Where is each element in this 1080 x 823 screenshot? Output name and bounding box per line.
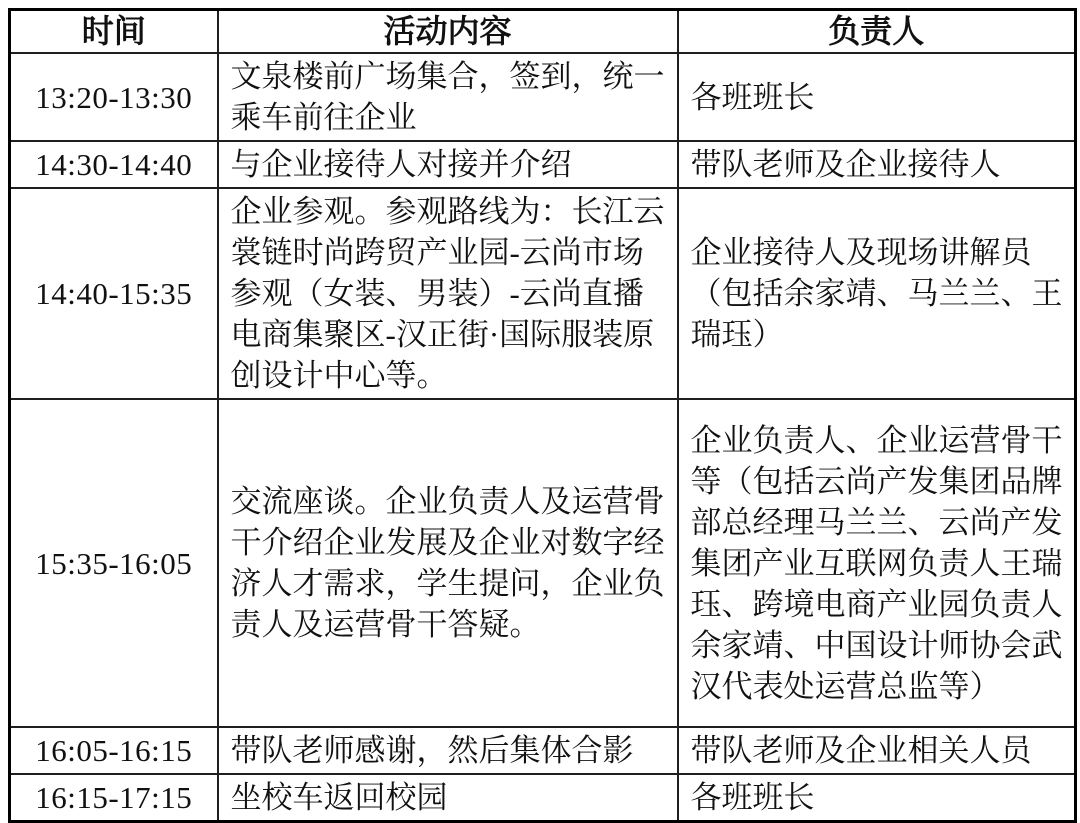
table-row: [10, 188, 1076, 399]
column-header-activity: 活动内容: [218, 10, 678, 54]
cell-activity: 交流座谈。企业负责人及运营骨干介绍企业发展及企业对数字经济人才需求，学生提问，企业负责人及运营骨干答疑。: [218, 399, 678, 727]
cell-responsible: 各班班长: [678, 774, 1076, 822]
table-header-row: [10, 10, 1076, 54]
cell-time: 16:15-17:15: [10, 774, 218, 822]
cell-responsible: 带队老师及企业接待人: [678, 141, 1076, 188]
table-row: [10, 141, 1076, 188]
cell-responsible: 企业负责人、企业运营骨干等（包括云尚产发集团品牌部总经理马兰兰、云尚产发集团产业互联网负责人王瑞珏、跨境电商产业园负责人余家靖、中国设计师协会武汉代表处运营总监等）: [678, 399, 1076, 727]
cell-time: 14:40-15:35: [10, 188, 218, 399]
cell-responsible: 各班班长: [678, 53, 1076, 141]
schedule-table: [8, 8, 1077, 823]
cell-activity: 文泉楼前广场集合，签到，统一乘车前往企业: [218, 53, 678, 141]
cell-activity: 带队老师感谢，然后集体合影: [218, 727, 678, 774]
table-row: [10, 727, 1076, 774]
cell-time: 15:35-16:05: [10, 399, 218, 727]
column-header-responsible: 负责人: [678, 10, 1076, 54]
table-row: [10, 53, 1076, 141]
cell-activity: 与企业接待人对接并介绍: [218, 141, 678, 188]
cell-time: 16:05-16:15: [10, 727, 218, 774]
cell-responsible: 带队老师及企业相关人员: [678, 727, 1076, 774]
cell-time: 14:30-14:40: [10, 141, 218, 188]
cell-time: 13:20-13:30: [10, 53, 218, 141]
table-row: [10, 399, 1076, 727]
cell-activity: 企业参观。参观路线为：长江云裳链时尚跨贸产业园-云尚市场参观（女装、男装）-云尚直播电商集聚区-汉正街·国际服装原创设计中心等。: [218, 188, 678, 399]
cell-responsible: 企业接待人及现场讲解员（包括余家靖、马兰兰、王瑞珏）: [678, 188, 1076, 399]
cell-activity: 坐校车返回校园: [218, 774, 678, 822]
column-header-time: 时间: [10, 10, 218, 54]
